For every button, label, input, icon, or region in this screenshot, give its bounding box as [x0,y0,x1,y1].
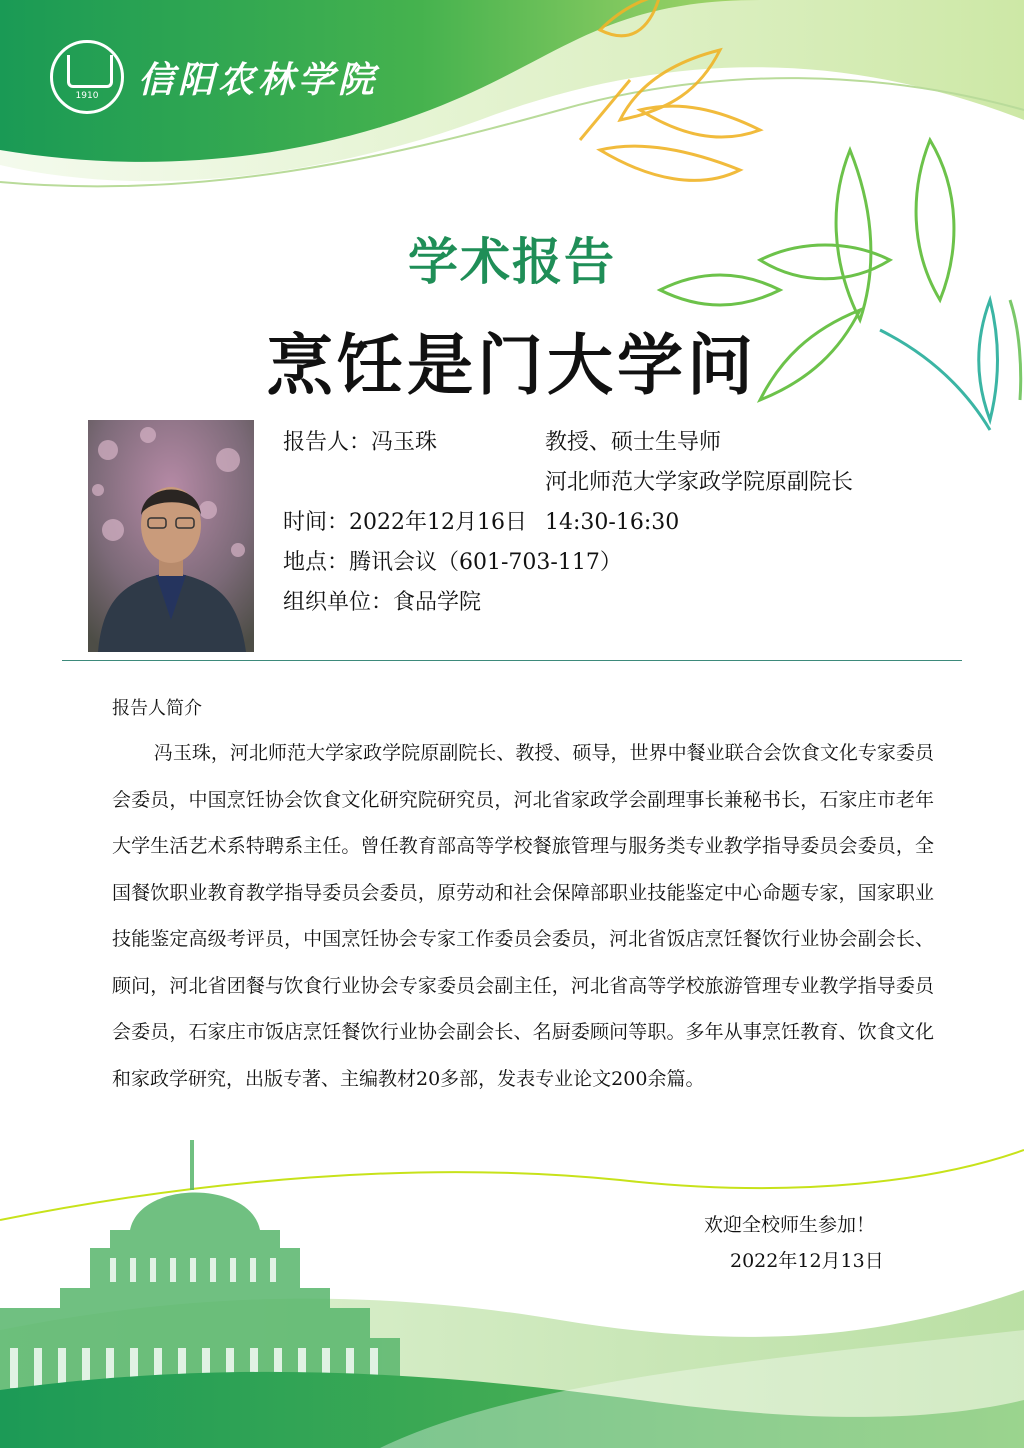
speaker-photo [88,420,254,652]
poster-title: 烹饪是门大学问 [267,327,757,404]
poster-kicker: 学术报告 [408,233,616,291]
divider-line [62,660,962,661]
school-logo [50,40,378,114]
bio-heading: 报告人简介 [112,698,202,719]
school-name: 信阳农林学院 [138,58,379,101]
speaker-line: 报告人：冯玉珠 [283,430,438,455]
welcome-text: 欢迎全校师生参加！ [704,1214,876,1236]
speaker-title-1: 教授、硕士生导师 [545,430,722,455]
speaker-title-2: 河北师范大学家政学院原副院长 [545,470,854,495]
bio-text: 冯玉珠，河北师范大学家政学院原副院长、教授、硕导，世界中餐业联合会饮食文化专家委员会委员，中国烹饪协会饮食文化研究院研究员，河北省家政学会副理事长兼秘书长，石家庄市老年大学生活艺术系特聘系主任。曾任教育部高等学校餐旅管理与服务类专业教学指导委员会委员，全国餐饮职业教育教学指导委员会委员，原劳动和社会保障部职业技能鉴定中心命题专家，国家职业技能鉴定高级考评员，中国烹饪协会专家工作委员会委员，河北省饭店烹饪餐饮行业协会副会长、顾问，河北省团餐与饮食行业协会专家委员会副主任，河北省高等学校旅游管理专业教学指导委员会委员，石家庄市饭店烹饪餐饮行业协会副会长、名厨委顾问等职。多年从事烹饪教育、饮食文化和家政学研究，出版专著、主编教材20多部，发表专业论文200余篇。 [112,742,934,1090]
event-time-range: 14:30-16:30 [545,510,680,535]
footer-decoration [0,1140,1024,1448]
seal-year: 1910 [75,91,99,101]
issue-date: 2022年12月13日 [730,1250,884,1272]
event-organizer: 组织单位：食品学院 [283,590,482,615]
event-date: 时间：2022年12月16日 [283,510,527,535]
school-seal-icon [50,40,124,114]
event-place: 地点：腾讯会议（601-703-117） [283,550,622,575]
